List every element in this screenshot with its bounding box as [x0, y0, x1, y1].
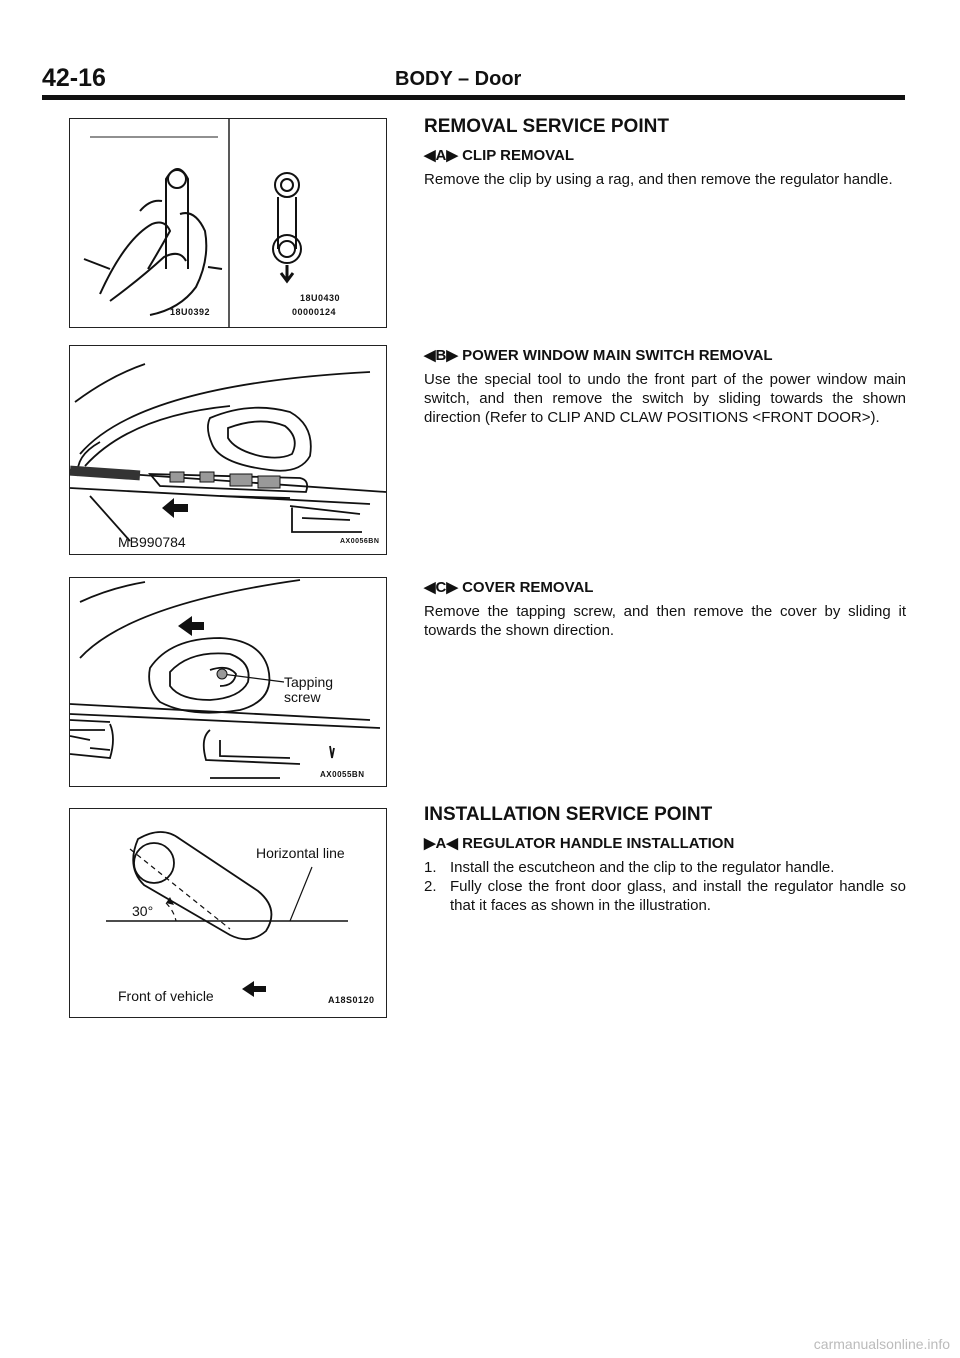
angle-label: 30° [132, 903, 154, 919]
page-number: 42-16 [42, 64, 106, 92]
list-item [424, 858, 906, 877]
step-number: 1. [424, 859, 437, 876]
installation-heading: INSTALLATION SERVICE POINT [424, 804, 713, 825]
cover-removal-body: Remove the tapping screw, and then remove the cover by sliding it towards the shown direction. [424, 603, 906, 639]
figure-code: 18U0392 [170, 307, 211, 317]
figure-code: AX0055BN [320, 770, 365, 779]
figure-cover-removal [69, 577, 387, 787]
cover-removal-heading: ◀C▶ COVER REMOVAL [424, 579, 594, 596]
horizontal-line-callout: Horizontal line [256, 845, 345, 861]
figure-code: 00000124 [292, 307, 337, 317]
figure-code: AX0056BN [340, 538, 380, 545]
figure-code: A18S0120 [328, 995, 375, 1005]
switch-removal-illustration [70, 346, 386, 554]
figure-handle-installation [69, 808, 387, 1018]
watermark: carmanualsonline.info [813, 1336, 950, 1352]
removal-heading: REMOVAL SERVICE POINT [424, 116, 669, 137]
step-text: Fully close the front door glass, and install the regulator handle so that it faces as shown in the illustration. [450, 878, 906, 914]
clip-removal-body: Remove the clip by using a rag, and then remove the regulator handle. [424, 171, 893, 188]
figure-switch-removal [69, 345, 387, 555]
cover-removal-section [424, 578, 906, 640]
figure-code: 18U0430 [300, 293, 341, 303]
clip-removal-heading: ◀A▶ CLIP REMOVAL [424, 147, 575, 164]
header-rule [42, 95, 905, 100]
figure-clip-removal [69, 118, 387, 328]
switch-removal-section [424, 346, 906, 427]
installation-section [424, 804, 906, 915]
special-tool-label: MB990784 [118, 534, 186, 550]
handle-installation-heading: ▶A◀ REGULATOR HANDLE INSTALLATION [424, 835, 735, 852]
list-item [424, 877, 906, 915]
handle-installation-illustration [70, 809, 386, 1017]
page-header [42, 64, 905, 94]
step-text: Install the escutcheon and the clip to the regulator handle. [450, 859, 835, 876]
step-number: 2. [424, 878, 437, 895]
removal-section-top [424, 116, 906, 189]
front-of-vehicle-label: Front of vehicle [118, 988, 214, 1004]
page-title: BODY – Door [395, 68, 522, 90]
switch-removal-body: Use the special tool to undo the front part of the power window main switch, and then remove the switch by sliding towards the shown direction (Refer to CLIP AND CLAW POSITIONS <FRONT DOOR>). [424, 371, 906, 426]
switch-removal-heading: ◀B▶ POWER WINDOW MAIN SWITCH REMOVAL [424, 347, 773, 364]
tapping-screw-callout: Tapping screw [284, 674, 334, 705]
